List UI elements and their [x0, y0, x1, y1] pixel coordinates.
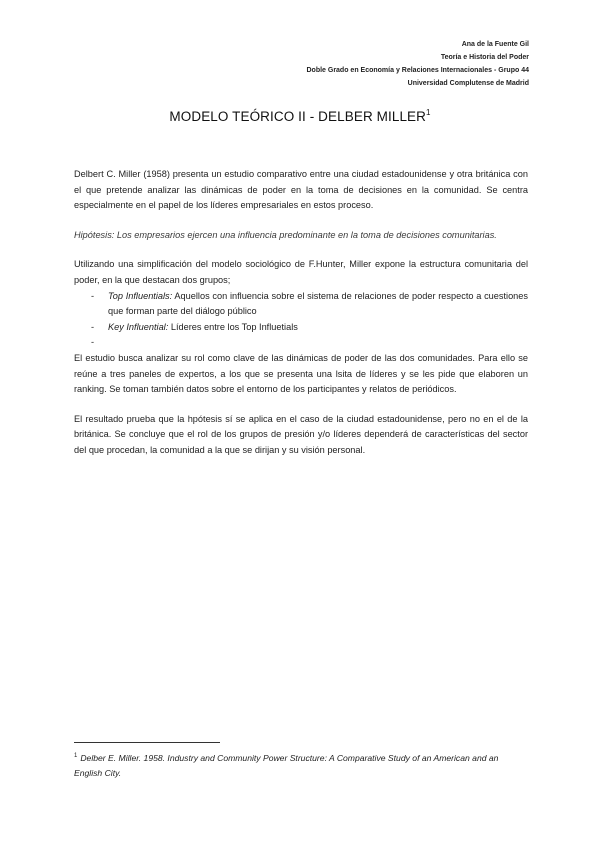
list-item-text: Líderes entre los Top Influetials — [168, 321, 298, 332]
paragraph-hypothesis: Hipótesis: Los empresarios ejercen una influencia predominante en la toma de decisiones comunitarias. — [74, 229, 497, 240]
footnote-separator — [74, 742, 220, 743]
document-body — [74, 167, 528, 459]
footnote-text: Delber E. Miller. 1958. Industry and Community Power Structure: A Comparative Study of an American and an English City. — [74, 753, 499, 778]
footnote-number: 1 — [74, 753, 78, 759]
header-degree: Doble Grado en Economía y Relaciones Internacionales - Grupo 44 — [306, 67, 529, 74]
header-course: Teoría e Historia del Poder — [440, 54, 529, 61]
title-footnote-ref: 1 — [426, 108, 431, 117]
list-item — [108, 289, 528, 320]
list-item-text: Aquellos con influencia sobre el sistema de relaciones de poder respecto a cuestiones que forman parte del diálogo público — [108, 290, 528, 317]
list-item-empty — [108, 335, 528, 351]
document-title — [0, 108, 600, 124]
list-item — [108, 320, 528, 336]
list-item-term: Key Influential: — [108, 321, 169, 332]
header-university: Universidad Complutense de Madrid — [407, 80, 529, 87]
paragraph-structure: Utilizando una simplificación del modelo sociológico de F.Hunter, Miller expone la estructura comunitaria del poder, en la que destacan dos grupos; — [74, 259, 528, 285]
list-item-term: Top Influentials: — [108, 290, 173, 301]
paragraph-intro: Delbert C. Miller (1958) presenta un estudio comparativo entre una ciudad estadounidense y otra británica con el que pretende analizar las dinámicas de poder en la toma de decisiones en la comunidad. Se centra especialmente en el papel de los líderes empresariales en estos proceso. — [74, 169, 528, 211]
page-header — [306, 38, 529, 90]
title-text: MODELO TEÓRICO II - DELBER MILLER — [169, 109, 427, 124]
paragraph-study: El estudio busca analizar su rol como clave de las dinámicas de poder de las dos comunidades. Para ello se reúne a tres paneles de expertos, a los que se presenta una lsita de líderes y se les pide que elaboren un ranking. Se toman también datos sobre el entorno de los participantes y relatos de periódicos. — [74, 352, 528, 395]
footnote — [74, 749, 528, 780]
paragraph-result: El resultado prueba que la hpótesis sí se aplica en el caso de la ciudad estadounidense, pero no en el de la británica. Se concluye que el rol de los grupos de presión y/o líderes dependerá de características del sector del que procedan, la comunidad a la que se dirijan y su visión personal. — [74, 413, 528, 455]
header-author: Ana de la Fuente Gil — [461, 41, 529, 48]
influentials-list — [74, 289, 528, 351]
